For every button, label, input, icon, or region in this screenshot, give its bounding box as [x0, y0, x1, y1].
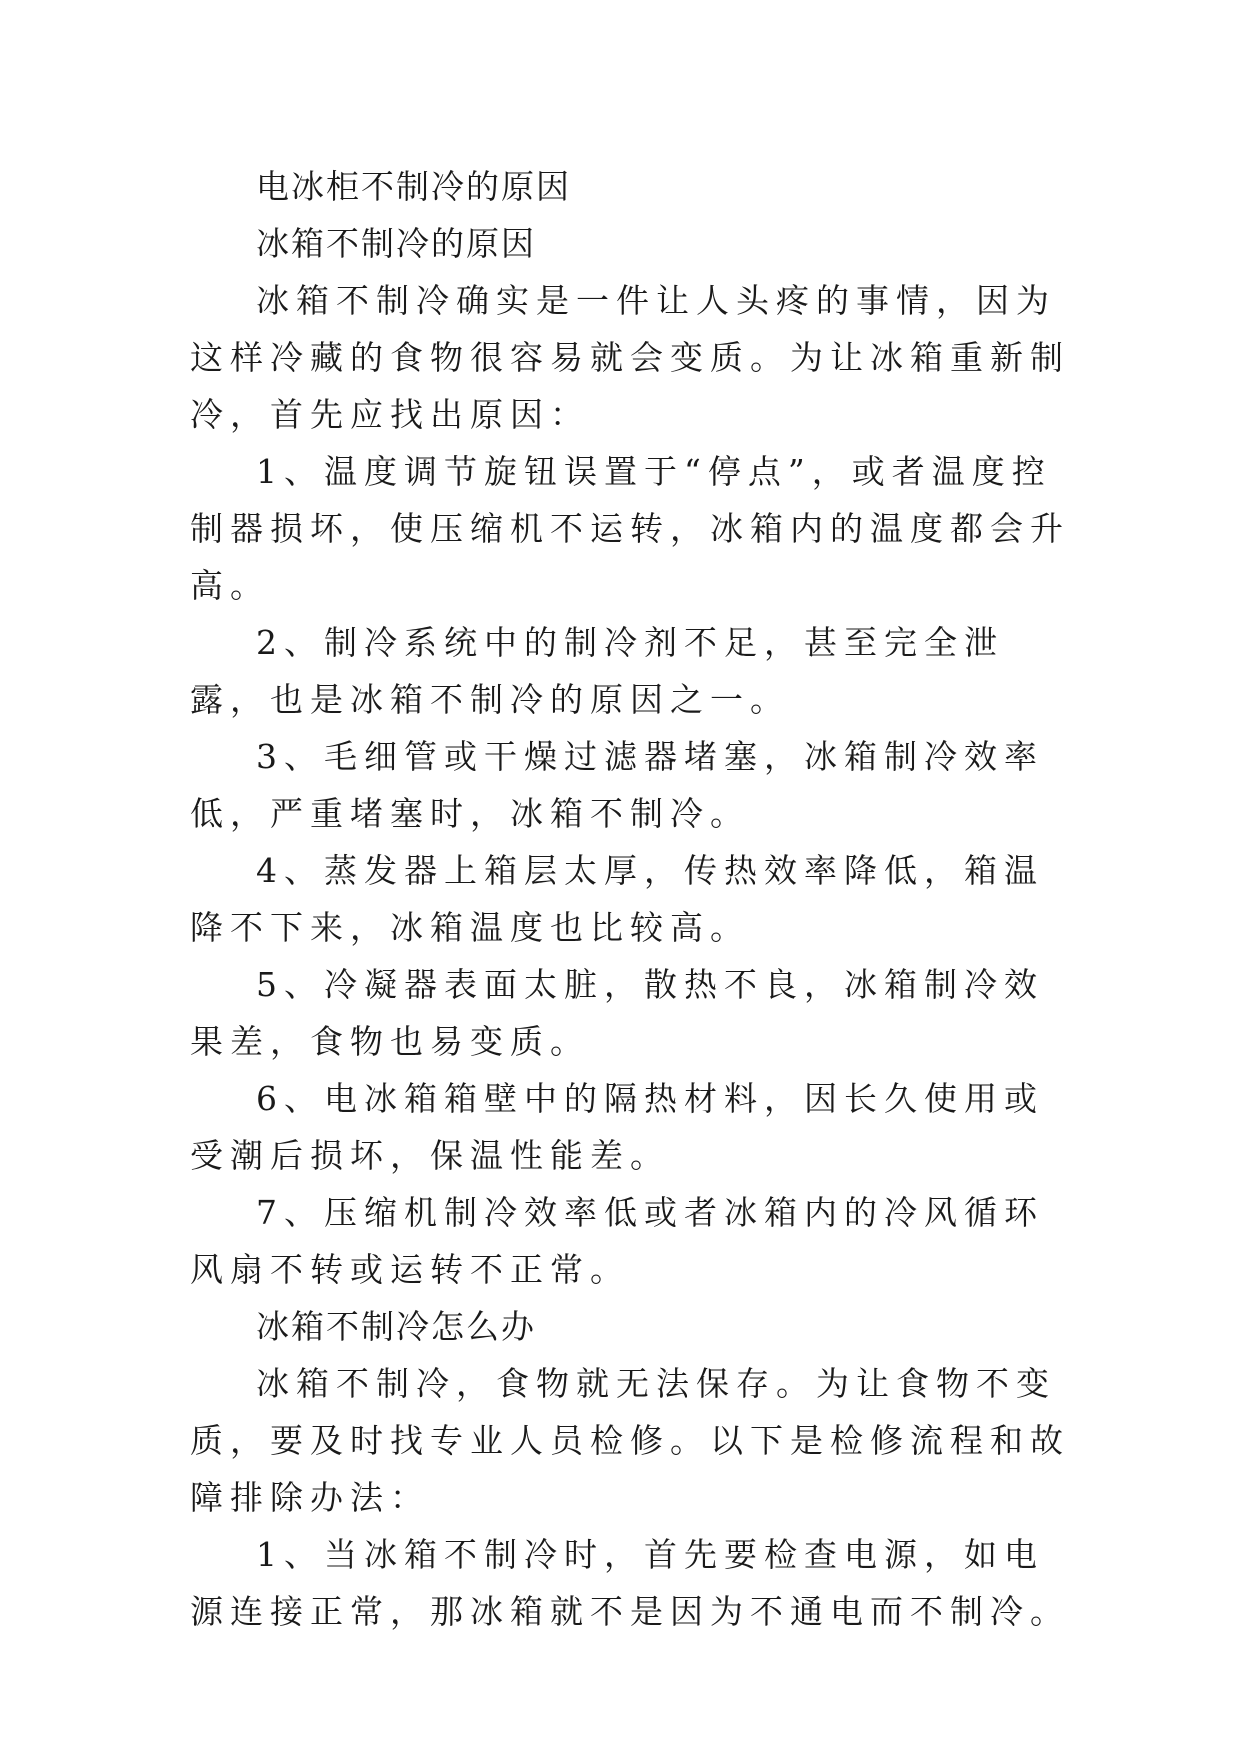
document-page: [190, 158, 1070, 1640]
cause-item-3: 3、毛细管或干燥过滤器堵塞，冰箱制冷效率低，严重堵塞时，冰箱不制冷。: [190, 737, 1044, 833]
intro-paragraph: 冰箱不制冷确实是一件让人头疼的事情，因为这样冷藏的食物很容易就会变质。为让冰箱重新制冷，首先应找出原因：: [190, 281, 1070, 434]
cause-item-6: 6、电冰箱箱壁中的隔热材料，因长久使用或受潮后损坏，保温性能差。: [190, 1079, 1044, 1175]
solution-step-1: 1、当冰箱不制冷时，首先要检查电源，如电源连接正常，那冰箱就不是因为不通电而不制冷。: [190, 1535, 1070, 1631]
document-title: 电冰柜不制冷的原因: [256, 167, 571, 206]
section-heading-causes: 冰箱不制冷的原因: [256, 224, 536, 263]
cause-item-2: 2、制冷系统中的制冷剂不足，甚至完全泄露，也是冰箱不制冷的原因之一。: [190, 623, 1004, 719]
cause-item-5: 5、冷凝器表面太脏，散热不良，冰箱制冷效果差，食物也易变质。: [190, 965, 1044, 1061]
section-heading-solutions: 冰箱不制冷怎么办: [256, 1307, 536, 1346]
cause-item-1: 1、温度调节旋钮误置于“停点”，或者温度控制器损坏，使压缩机不运转，冰箱内的温度都会升高。: [190, 452, 1070, 605]
cause-item-4: 4、蒸发器上箱层太厚，传热效率降低，箱温降不下来，冰箱温度也比较高。: [190, 851, 1044, 947]
solutions-intro-paragraph: 冰箱不制冷，食物就无法保存。为让食物不变质，要及时找专业人员检修。以下是检修流程和故障排除办法：: [190, 1364, 1070, 1517]
cause-item-7: 7、压缩机制冷效率低或者冰箱内的冷风循环风扇不转或运转不正常。: [190, 1193, 1044, 1289]
